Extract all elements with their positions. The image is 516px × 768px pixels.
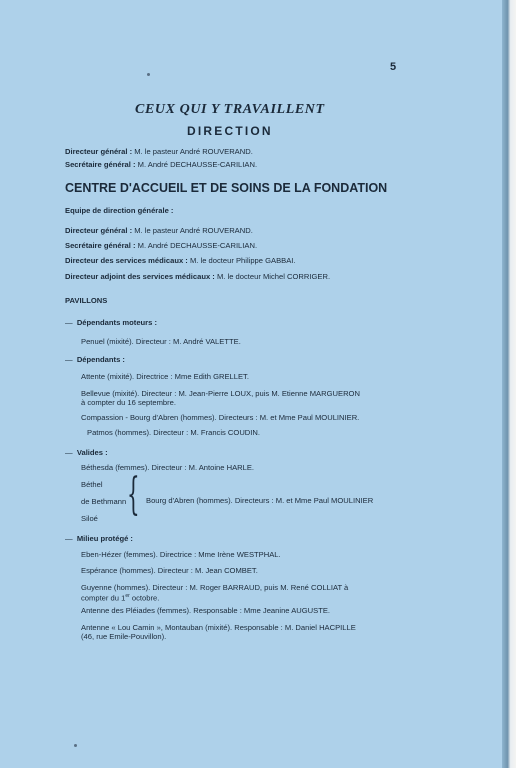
pavilion-entry: Attente (mixité). Directrice : Mme Edith GRELLET.: [81, 372, 249, 381]
category-label: Dépendants :: [76, 355, 125, 364]
pavilion-entry: Bellevue (mixité). Directeur : M. Jean-Pierre LOUX, puis M. Etienne MARGUERON: [81, 389, 360, 398]
category-valides: [65, 448, 108, 457]
centre-row: [65, 272, 330, 281]
direction-heading: DIRECTION: [187, 124, 273, 138]
page-edge: [502, 0, 516, 768]
pavilion-entry: Penuel (mixité). Directeur : M. André VALETTE.: [81, 337, 241, 346]
pavilion-entry-continued: à compter du 16 septembre.: [81, 398, 176, 407]
category-milieu-protege: [65, 534, 133, 543]
pavilion-entry: Guyenne (hommes). Directeur : M. Roger BARRAUD, puis M. René COLLIAT à: [81, 583, 349, 592]
row-label: Secrétaire général :: [65, 241, 136, 250]
dash: —: [65, 448, 73, 457]
dash: —: [65, 355, 73, 364]
row-label: Directeur des services médicaux :: [65, 256, 188, 265]
ordinal-suffix: er: [125, 593, 130, 599]
row-text: M. le pasteur André ROUVERAND.: [134, 226, 253, 235]
text: compter du 1: [81, 593, 126, 603]
equipe-label: Equipe de direction générale :: [65, 206, 174, 215]
row-text: M. André DECHAUSSE-CARILIAN.: [137, 241, 258, 250]
row-label: Secrétaire général :: [65, 160, 136, 169]
pavillons-heading: PAVILLONS: [65, 296, 108, 305]
pavilion-entry-continued: [81, 592, 159, 603]
pavilion-entry-continued: (46, rue Emile-Pouvillon).: [81, 632, 167, 641]
row-text: M. le docteur Michel CORRIGER.: [216, 272, 331, 281]
centre-heading: CENTRE D'ACCUEIL ET DE SOINS DE LA FONDATION: [65, 181, 388, 195]
centre-row: [65, 256, 296, 265]
pavilion-name: Siloé: [81, 514, 98, 523]
page-title: CEUX QUI Y TRAVAILLENT: [135, 102, 325, 117]
pavilion-group-text: Bourg d'Abren (hommes). Directeurs : M. et Mme Paul MOULINIER: [146, 496, 374, 505]
centre-row: [65, 241, 257, 250]
category-dependants-moteurs: [65, 318, 157, 327]
dash: —: [65, 534, 73, 543]
page-number: 5: [390, 61, 397, 73]
dash: —: [65, 318, 73, 327]
row-text: M. André DECHAUSSE-CARILIAN.: [137, 160, 258, 169]
row-text: M. le pasteur André ROUVERAND.: [134, 147, 253, 156]
direction-row: [65, 147, 253, 156]
pavilion-entry: Patmos (hommes). Directeur : M. Francis COUDIN.: [87, 428, 260, 437]
row-label: Directeur adjoint des services médicaux :: [65, 272, 215, 281]
pavilion-entry: Antenne « Lou Camin », Montauban (mixité). Responsable : M. Daniel HACPILLE: [81, 623, 356, 632]
pavilion-entry: Antenne des Pléiades (femmes). Responsable : Mme Jeanine AUGUSTE.: [81, 606, 331, 615]
paper-speck: [147, 73, 150, 76]
category-label: Valides :: [76, 448, 108, 457]
row-label: Directeur général :: [65, 226, 133, 235]
pavilion-entry: Eben-Hézer (femmes). Directrice : Mme Irène WESTPHAL.: [81, 550, 281, 559]
direction-row: [65, 160, 257, 169]
category-dependants: [65, 355, 125, 364]
pavilion-name: Béthel: [81, 480, 103, 489]
pavilion-entry: Compassion - Bourg d'Abren (hommes). Directeurs : M. et Mme Paul MOULINIER.: [81, 413, 360, 422]
centre-row: [65, 226, 253, 235]
pavilion-entry: Espérance (hommes). Directeur : M. Jean COMBET.: [81, 566, 258, 575]
text: octobre.: [129, 593, 160, 603]
pavilion-entry: Béthesda (femmes). Directeur : M. Antoine HARLE.: [81, 463, 255, 472]
row-text: M. le docteur Philippe GABBAI.: [189, 256, 296, 265]
row-label: Directeur général :: [65, 147, 133, 156]
category-label: Dépendants moteurs :: [76, 318, 157, 327]
paper-speck: [74, 744, 77, 747]
grouping-brace: {: [127, 469, 140, 520]
category-label: Milieu protégé :: [76, 534, 133, 543]
pavilion-name: de Bethmann: [81, 497, 127, 506]
